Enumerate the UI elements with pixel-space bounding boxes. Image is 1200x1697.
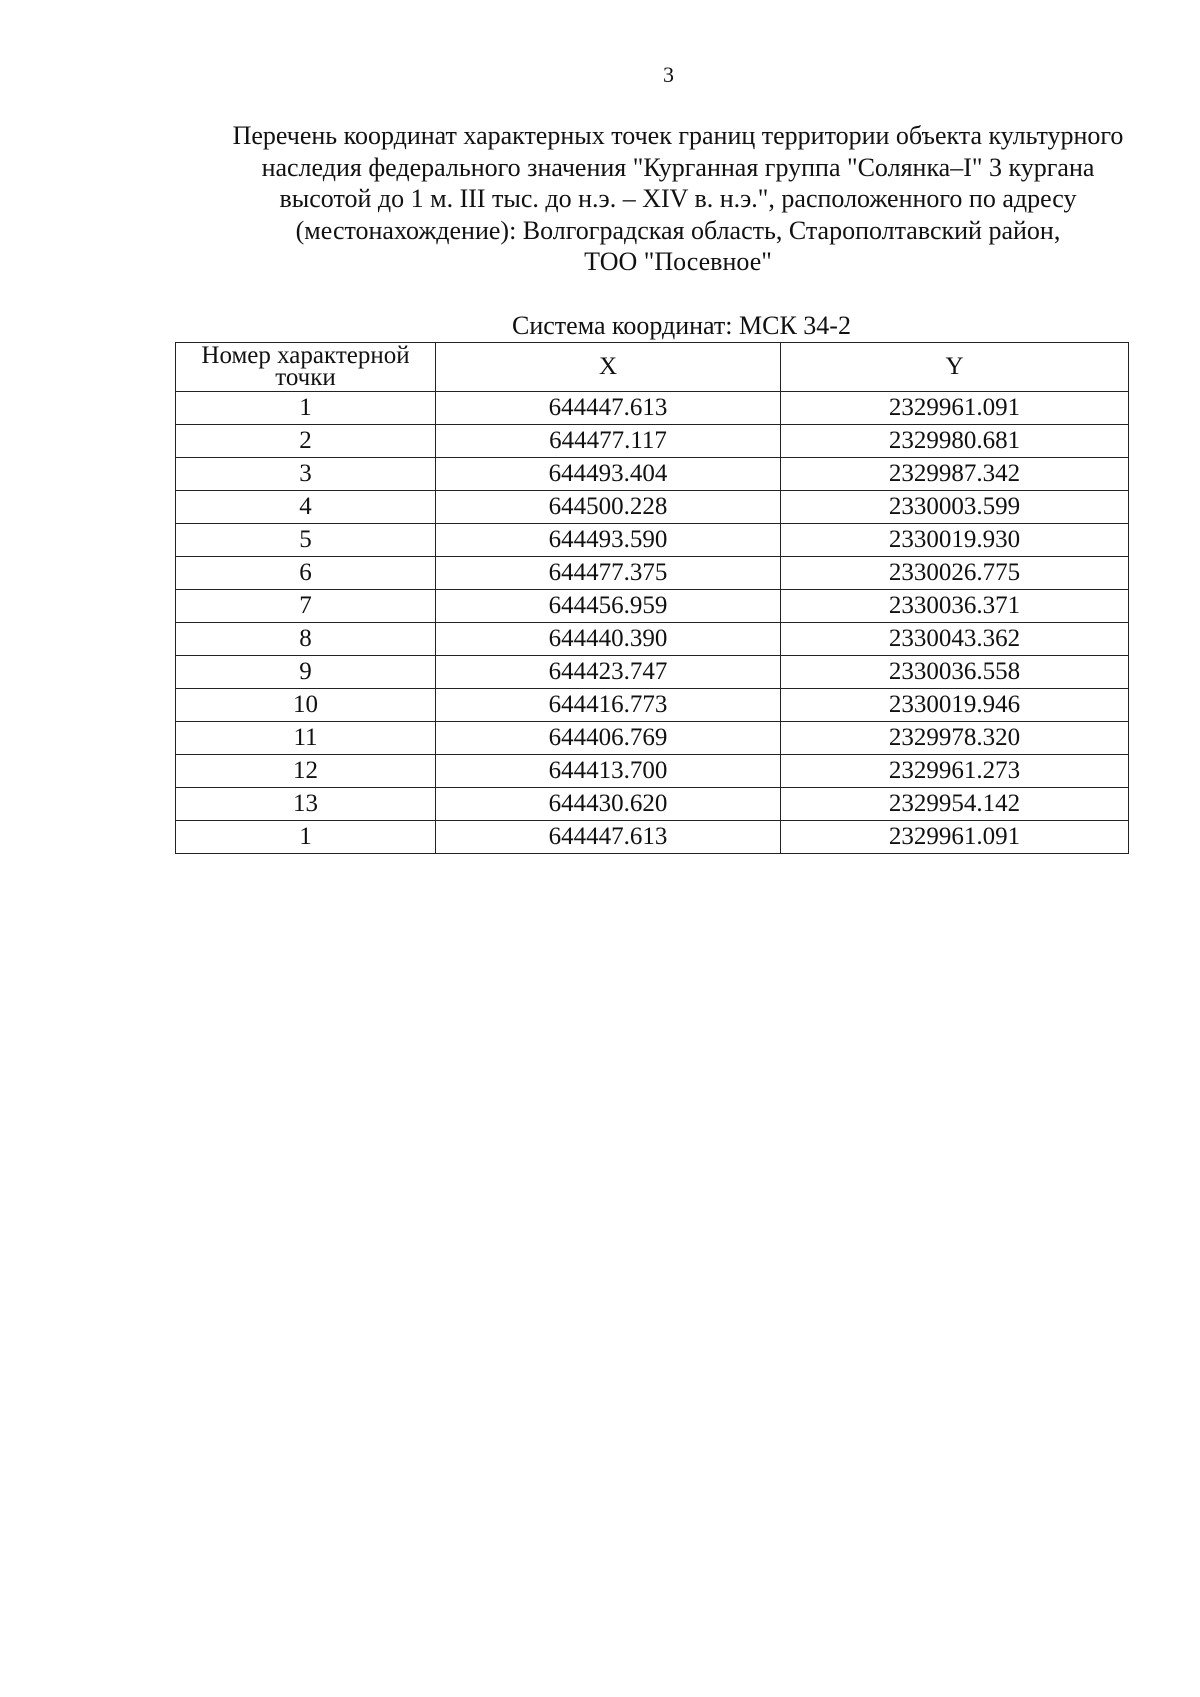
table-row — [176, 623, 1129, 656]
cell-x: 644493.404 — [436, 458, 781, 491]
cell-x: 644456.959 — [436, 590, 781, 623]
cell-point-number: 6 — [176, 557, 436, 590]
table-row — [176, 788, 1129, 821]
page-number: 3 — [663, 62, 674, 87]
cell-point-number: 12 — [176, 755, 436, 788]
table-header-row — [176, 343, 1129, 392]
cell-point-number: 2 — [176, 425, 436, 458]
cell-y: 2329987.342 — [781, 458, 1129, 491]
coordinates-table — [175, 342, 1129, 854]
cell-x: 644416.773 — [436, 689, 781, 722]
header-point-number — [176, 343, 436, 392]
cell-y: 2330019.946 — [781, 689, 1129, 722]
cell-x: 644430.620 — [436, 788, 781, 821]
cell-x: 644423.747 — [436, 656, 781, 689]
coordinate-system-caption: Система координат: МСК 34-2 — [512, 311, 851, 340]
table-row — [176, 392, 1129, 425]
cell-x: 644500.228 — [436, 491, 781, 524]
table-body — [176, 392, 1129, 854]
cell-x: 644447.613 — [436, 821, 781, 854]
table-row — [176, 458, 1129, 491]
table-row — [176, 557, 1129, 590]
cell-y: 2330026.775 — [781, 557, 1129, 590]
cell-point-number: 4 — [176, 491, 436, 524]
header-y: Y — [781, 343, 1129, 392]
title-line: (местонахождение): Волгоградская область, Старополтавский район, — [295, 215, 1061, 245]
cell-point-number: 1 — [176, 392, 436, 425]
cell-y: 2329980.681 — [781, 425, 1129, 458]
table-row — [176, 722, 1129, 755]
header-point-number-line2: точки — [275, 364, 336, 391]
cell-y: 2329954.142 — [781, 788, 1129, 821]
cell-point-number: 13 — [176, 788, 436, 821]
cell-y: 2330036.558 — [781, 656, 1129, 689]
cell-point-number: 5 — [176, 524, 436, 557]
table-row — [176, 689, 1129, 722]
cell-x: 644493.590 — [436, 524, 781, 557]
header-x: X — [436, 343, 781, 392]
cell-point-number: 7 — [176, 590, 436, 623]
title-line: высотой до 1 м. III тыс. до н.э. – XIV в. н.э.", расположенного по адресу — [279, 184, 1077, 213]
cell-y: 2329961.273 — [781, 755, 1129, 788]
table-row — [176, 524, 1129, 557]
table-row — [176, 755, 1129, 788]
title-line: наследия федерального значения "Курганная группа "Солянка–I" 3 кургана — [261, 152, 1095, 182]
cell-x: 644413.700 — [436, 755, 781, 788]
cell-x: 644406.769 — [436, 722, 781, 755]
title-line: ТОО "Посевное" — [584, 247, 772, 276]
cell-point-number: 10 — [176, 689, 436, 722]
cell-point-number: 9 — [176, 656, 436, 689]
table-row — [176, 491, 1129, 524]
cell-point-number: 8 — [176, 623, 436, 656]
title-line: Перечень координат характерных точек границ территории объекта культурного — [232, 121, 1124, 150]
cell-y: 2330003.599 — [781, 491, 1129, 524]
table-row — [176, 590, 1129, 623]
cell-y: 2330036.371 — [781, 590, 1129, 623]
cell-x: 644440.390 — [436, 623, 781, 656]
cell-x: 644447.613 — [436, 392, 781, 425]
cell-point-number: 11 — [176, 722, 436, 755]
table-row — [176, 425, 1129, 458]
cell-y: 2330019.930 — [781, 524, 1129, 557]
table-row — [176, 656, 1129, 689]
cell-y: 2329978.320 — [781, 722, 1129, 755]
cell-x: 644477.375 — [436, 557, 781, 590]
header-point-number-line1: Номер характерной — [201, 342, 410, 369]
cell-y: 2330043.362 — [781, 623, 1129, 656]
cell-point-number: 3 — [176, 458, 436, 491]
cell-y: 2329961.091 — [781, 392, 1129, 425]
table-row — [176, 821, 1129, 854]
cell-x: 644477.117 — [436, 425, 781, 458]
document-title — [172, 120, 1184, 278]
cell-point-number: 1 — [176, 821, 436, 854]
cell-y: 2329961.091 — [781, 821, 1129, 854]
